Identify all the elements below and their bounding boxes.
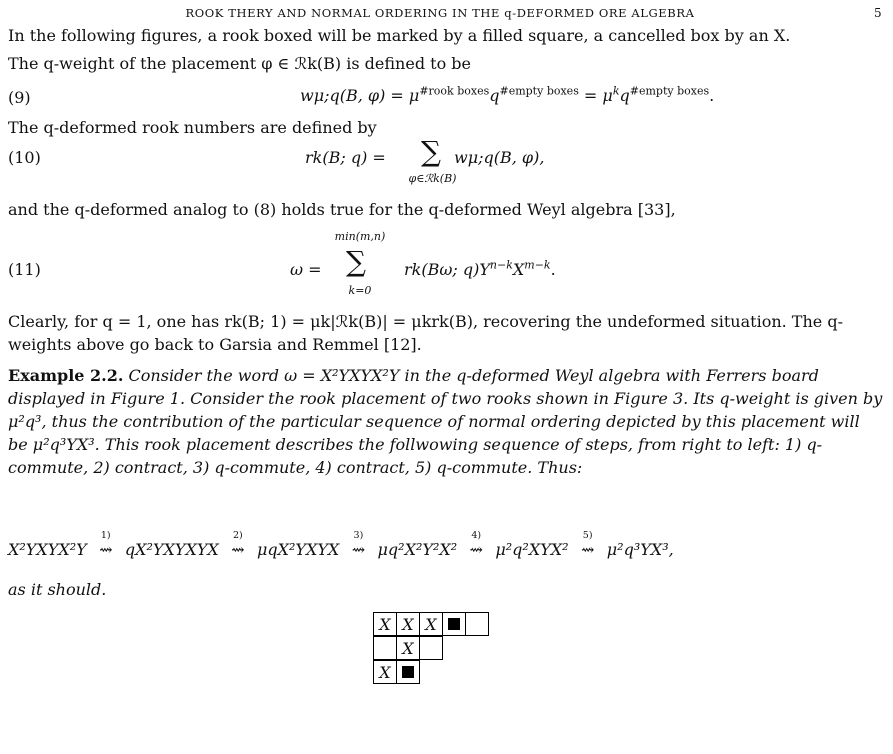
board-row [373,612,488,636]
eq11-sum-lower: k=0 [348,284,372,297]
squiggly-arrow-5: 5) ⇝ [574,540,602,559]
seq-term-5: μ²q³YX³, [606,540,674,559]
rook-cell [442,612,466,636]
squiggly-arrow-2: 2) ⇝ [224,540,252,559]
rook-cell [396,660,420,684]
eq9-mid2: q [619,86,630,105]
step-label-5: 5) [582,530,593,541]
clearly-paragraph: Clearly, for q = 1, one has rk(B; 1) = μk|ℛk(B)| = μkrk(B), recovering the undeformed situation. The q-weights above go back to Garsia and Remmel [12]. [8,312,843,354]
board-row [373,660,488,684]
example-2-2 [8,364,884,479]
seq-term-0: X²YXYX²Y [8,540,87,559]
empty-cell [373,636,397,660]
running-header: ROOK THERY AND NORMAL ORDERING IN THE q-DEFORMED ORE ALGEBRA [185,6,695,20]
as-it-should: as it should. [8,580,107,599]
eq11-body: rk(Bω; q)Y [404,260,490,279]
cancelled-cell: X [396,612,420,636]
squiggly-arrow-4: 4) ⇝ [462,540,490,559]
cancelled-cell: X [373,612,397,636]
cancelled-cell: X [373,660,397,684]
seq-term-2: μqX²YXYX [256,540,340,559]
qweight-definition: The q-weight of the placement φ ∈ ℛk(B) is defined to be [8,54,472,73]
intro-paragraph: In the following figures, a rook boxed will be marked by a filled square, a cancelled box by an X. [8,26,791,45]
empty-cell [419,636,443,660]
eq9-sup1: #rook boxes [419,84,490,98]
ferrers-board-figure [373,612,488,684]
eq11-sum-upper: min(m,n) [334,230,386,243]
step-label-1: 1) [100,530,111,541]
eq11-end: . [550,260,556,279]
eq11-sup1: n−k [489,258,513,272]
seq-term-4: μ²q²XYX² [495,540,569,559]
eq11-lhs: ω = [290,260,322,279]
eq9-sup3: k [612,84,620,98]
board-row [373,636,488,660]
empty-cell [465,612,489,636]
cancelled-cell: X [396,636,420,660]
seq-term-3: μq²X²Y²X² [377,540,458,559]
eq11-sum-sign: ∑ [346,245,366,278]
equation-number-9: (9) [8,88,31,107]
rook-square-icon [402,666,414,678]
eq9-eq: = μ [578,86,613,105]
example-text: Consider the word ω = X²YXYX²Y in the q-deformed Weyl algebra with Ferrers board displayed in Figure 1. Consider the rook placement of two rooks shown in Figure 3. Its q-weight is given by μ²q³, thus the contribution of the particular sequence of normal ordering depicted by this placement will be μ²q³YX³. This rook placement describes the follwowing sequence of steps, from right to left: 1) q-commute, 2) contract, 3) q-commute, 4) contract, 5) q-commute. Thus: [8,366,883,477]
squiggly-arrow-3: 3) ⇝ [344,540,372,559]
example-label: Example 2.2. [8,366,124,385]
ordering-sequence [8,530,674,559]
rooknum-definition: The q-deformed rook numbers are defined by [8,118,377,137]
eq9-sup4: #empty boxes [629,84,710,98]
equation-number-11: (11) [8,260,41,279]
eq10-lhs: rk(B; q) = [305,148,386,167]
eq11-rhs [404,260,556,279]
squiggly-arrow-1: 1) ⇝ [92,540,120,559]
eq9-end: . [709,86,715,105]
analog-paragraph: and the q-deformed analog to (8) holds true for the q-deformed Weyl algebra [33], [8,200,676,219]
equation-number-10: (10) [8,148,41,167]
eq10-sum-index: φ∈ℛk(B) [408,172,457,185]
step-label-2: 2) [232,530,243,541]
cancelled-cell: X [419,612,443,636]
eq11-x: X [512,260,525,279]
equation-9 [300,86,714,105]
eq10-sum-sign: ∑ [421,135,441,168]
eq9-sup2: #empty boxes [499,84,579,98]
eq10-rhs: wμ;q(B, φ), [454,148,545,167]
page-number: 5 [874,6,882,20]
eq9-lhs: wμ;q(B, φ) = μ [300,86,420,105]
step-label-3: 3) [353,530,364,541]
rook-square-icon [448,618,460,630]
eq9-mid: q [489,86,500,105]
seq-term-1: qX²YXYXYX [124,540,219,559]
eq11-sup2: m−k [524,258,551,272]
step-label-4: 4) [471,530,482,541]
